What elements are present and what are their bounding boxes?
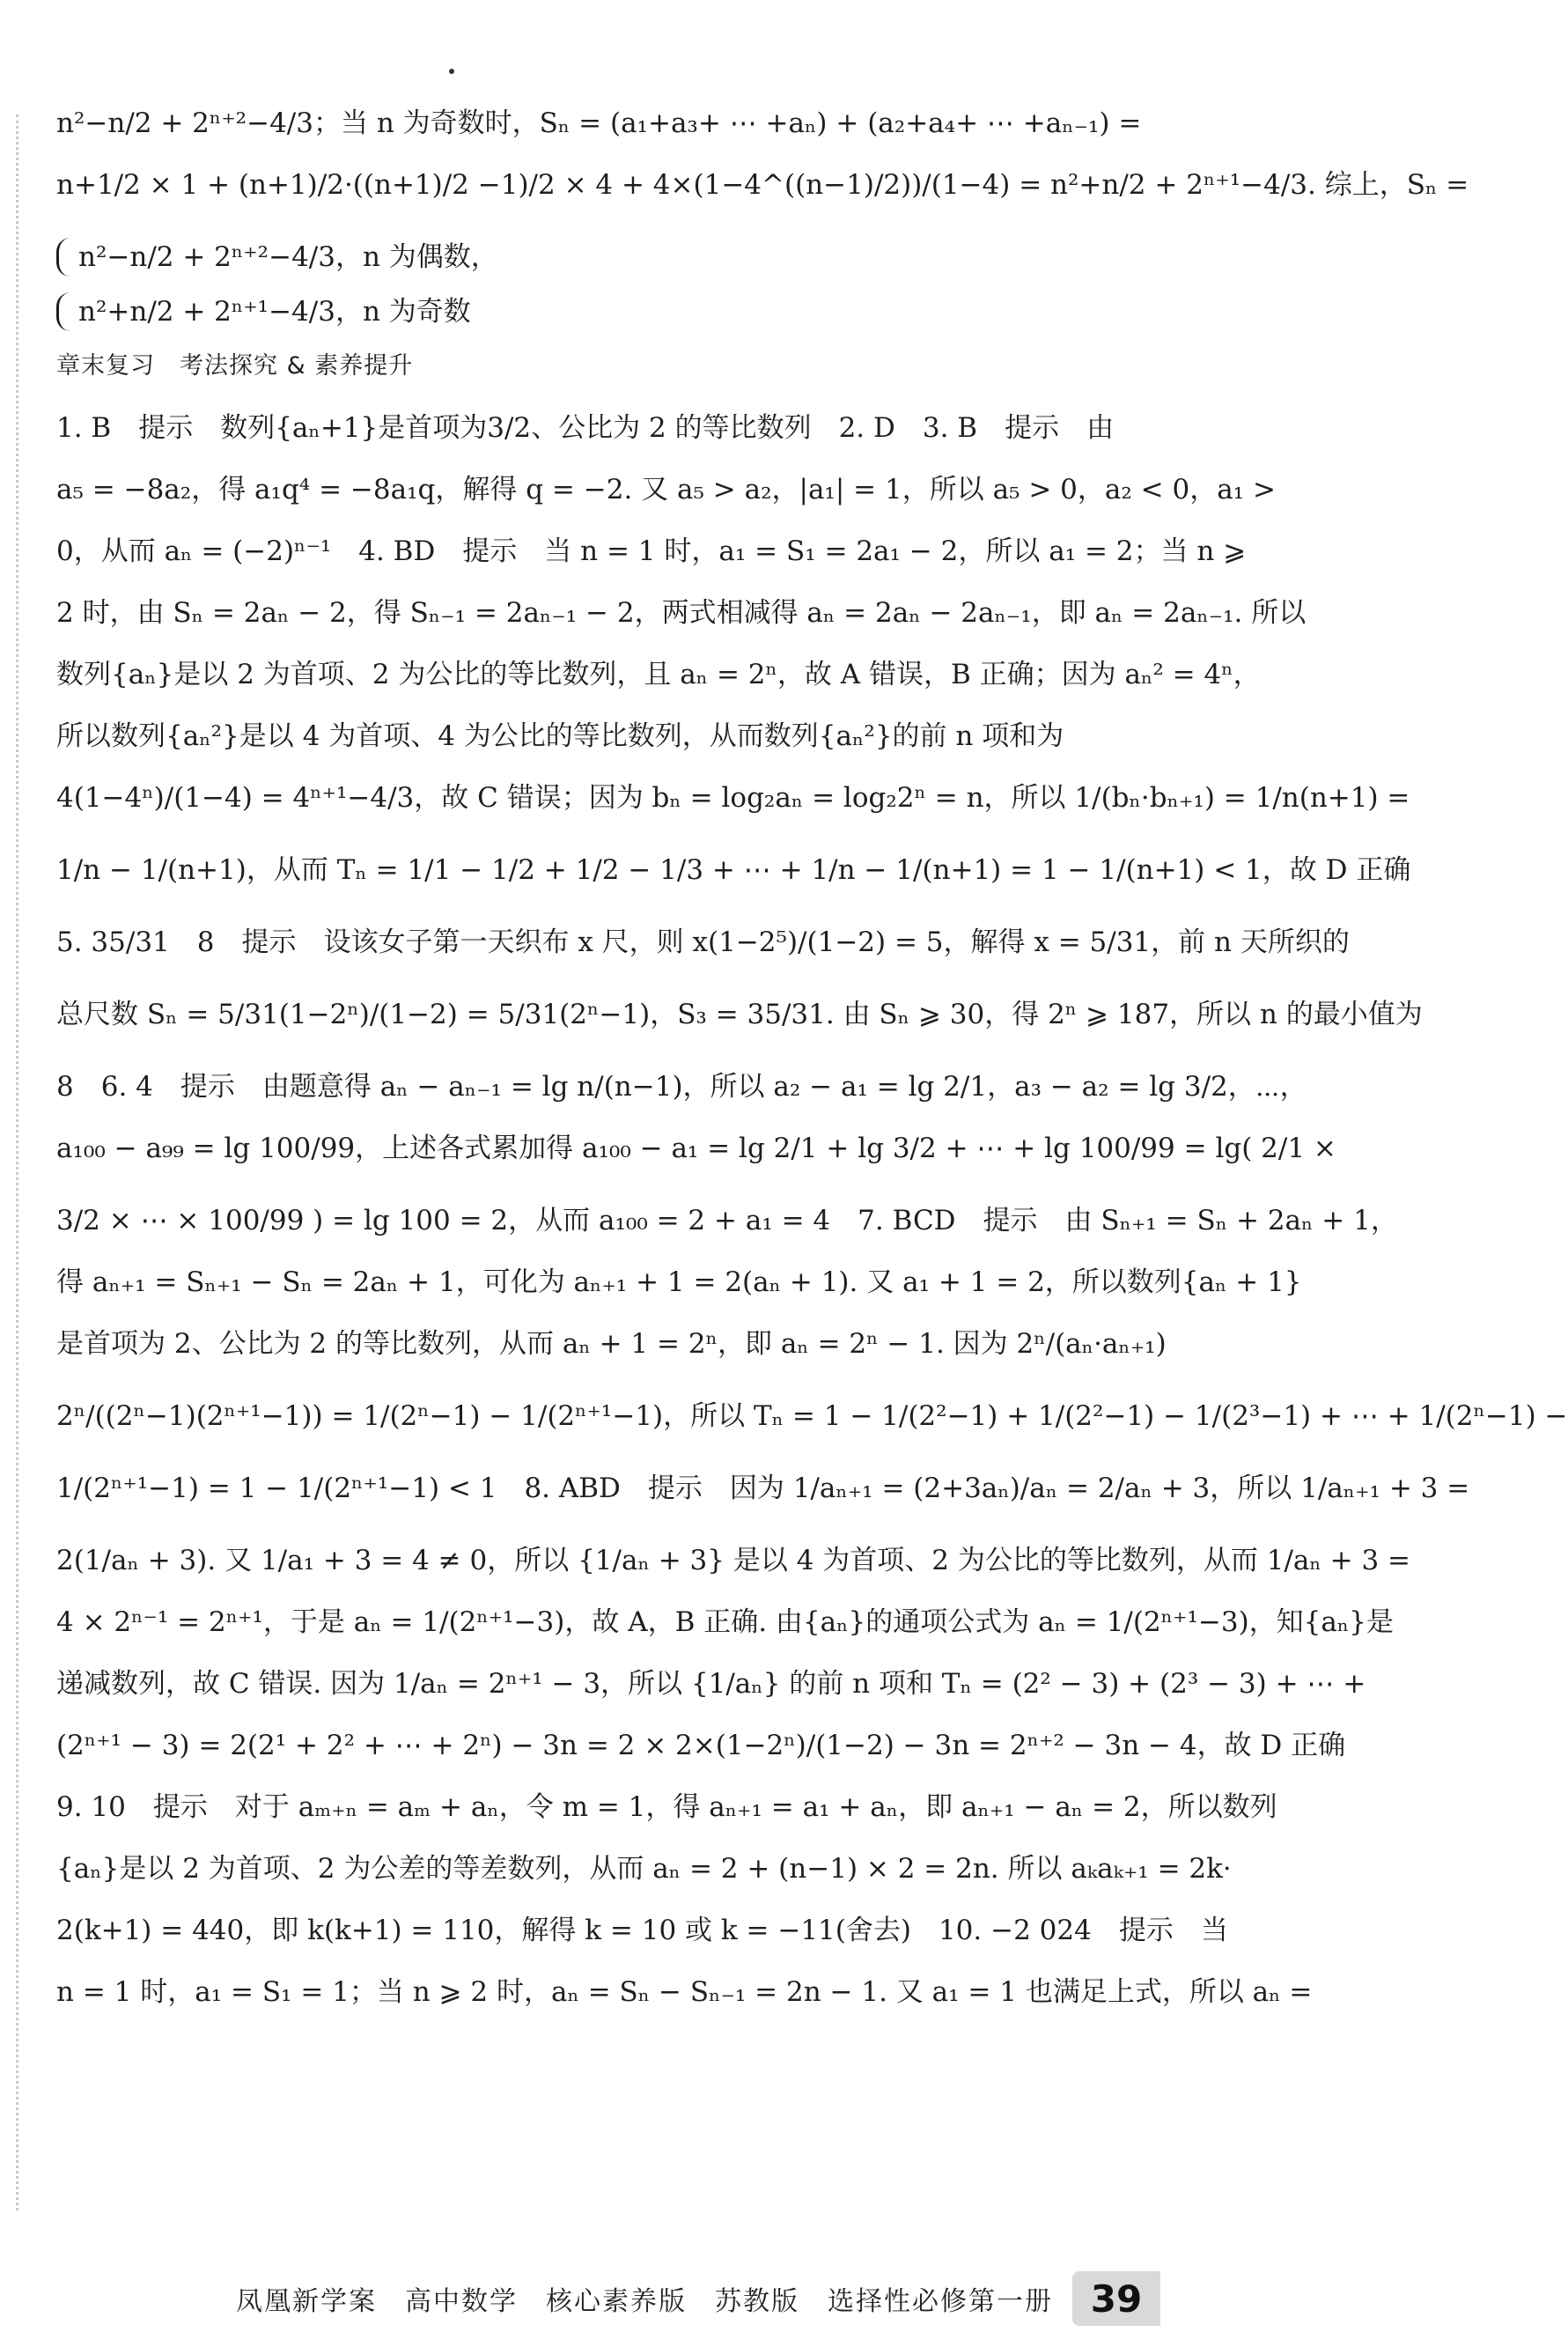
text-line: 0，从而 aₙ = (−2)ⁿ⁻¹ 4. BD 提示 当 n = 1 时，a₁ = S₁ = 2a₁ − 2，所以 a₁ = 2；当 n ⩾ <box>56 535 1247 567</box>
section-heading: 章末复习 考法探究 & 素养提升 <box>56 352 414 380</box>
piecewise-case-even: n²−n/2 + 2ⁿ⁺²−4/3，n 为偶数， <box>56 238 1125 277</box>
text-line: 9. 10 提示 对于 aₘ₊ₙ = aₘ + aₙ，令 m = 1，得 aₙ₊₁ = a₁ + aₙ，即 aₙ₊₁ − aₙ = 2，所以数列 <box>56 1791 1277 1823</box>
text-line: 得 aₙ₊₁ = Sₙ₊₁ − Sₙ = 2aₙ + 1，可化为 aₙ₊₁ + 1 = 2(aₙ + 1). 又 a₁ + 1 = 2，所以数列{aₙ + 1} <box>56 1266 1302 1298</box>
text-line: (2ⁿ⁺¹ − 3) = 2(2¹ + 2² + ⋯ + 2ⁿ) − 3n = 2 × 2×(1−2ⁿ)/(1−2) − 3n = 2ⁿ⁺² − 3n − 4，故 D 正确 <box>56 1730 1346 1761</box>
text-line: 2(k+1) = 440，即 k(k+1) = 110，解得 k = 10 或 k = −11(舍去) 10. −2 024 提示 当 <box>56 1915 1228 1946</box>
text-line: 1. B 提示 数列{aₙ+1}是首项为3/2、公比为 2 的等比数列 2. D 3. B 提示 由 <box>56 412 1115 444</box>
text-line: 2ⁿ/((2ⁿ−1)(2ⁿ⁺¹−1)) = 1/(2ⁿ−1) − 1/(2ⁿ⁺¹−1)，所以 Tₙ = 1 − 1/(2²−1) + 1/(2²−1) − 1/(2³−1) + ⋯ + 1/(2ⁿ−1) − <box>56 1400 1568 1432</box>
text-line: 递减数列，故 C 错误. 因为 1/aₙ = 2ⁿ⁺¹ − 3，所以 {1/aₙ} 的前 n 项和 Tₙ = (2² − 3) + (2³ − 3) + ⋯ + <box>56 1668 1366 1700</box>
text-line: 8 6. 4 提示 由题意得 aₙ − aₙ₋₁ = lg n/(n−1)，所以 a₂ − a₁ = lg 2/1，a₃ − a₂ = lg 3/2，⋯， <box>56 1071 1307 1103</box>
text-line: n+1/2 × 1 + (n+1)/2·((n+1)/2 −1)/2 × 4 + 4×(1−4^((n−1)/2))/(1−4) = n²+n/2 + 2ⁿ⁺¹−4/3. 综上，Sₙ = <box>56 169 1469 201</box>
text-line: 1/(2ⁿ⁺¹−1) = 1 − 1/(2ⁿ⁺¹−1) < 1 8. ABD 提示 因为 1/aₙ₊₁ = (2+3aₙ)/aₙ = 2/aₙ + 3，所以 1/aₙ₊₁ + 3 = <box>56 1472 1470 1504</box>
text-line: 3/2 × ⋯ × 100/99 ) = lg 100 = 2，从而 a₁₀₀ = 2 + a₁ = 4 7. BCD 提示 由 Sₙ₊₁ = Sₙ + 2aₙ + 1， <box>56 1205 1398 1236</box>
answer-text <box>56 104 1568 2034</box>
text-line: n = 1 时，a₁ = S₁ = 1；当 n ⩾ 2 时，aₙ = Sₙ − Sₙ₋₁ = 2n − 1. 又 a₁ = 1 也满足上式，所以 aₙ = <box>56 1976 1313 2008</box>
binding-margin-line <box>16 114 18 2210</box>
text-line: 5. 35/31 8 提示 设该女子第一天织布 x 尺，则 x(1−2⁵)/(1−2) = 5，解得 x = 5/31，前 n 天所织的 <box>56 926 1350 958</box>
piecewise-case-odd: n²+n/2 + 2ⁿ⁺¹−4/3，n 为奇数 <box>56 292 1125 331</box>
text-line: 1/n − 1/(n+1)，从而 Tₙ = 1/1 − 1/2 + 1/2 − 1/3 + ⋯ + 1/n − 1/(n+1) = 1 − 1/(n+1) < 1，故 D 正确 <box>56 854 1411 886</box>
page-number: 39 <box>1072 2271 1160 2326</box>
page-dot <box>449 69 454 74</box>
text-line: 2 时，由 Sₙ = 2aₙ − 2，得 Sₙ₋₁ = 2aₙ₋₁ − 2，两式相减得 aₙ = 2aₙ − 2aₙ₋₁，即 aₙ = 2aₙ₋₁. 所以 <box>56 597 1307 629</box>
text-line: 4 × 2ⁿ⁻¹ = 2ⁿ⁺¹，于是 aₙ = 1/(2ⁿ⁺¹−3)，故 A，B 正确. 由{aₙ}的通项公式为 aₙ = 1/(2ⁿ⁺¹−3)，知{aₙ}是 <box>56 1606 1395 1638</box>
text-line: 是首项为 2、公比为 2 的等比数列，从而 aₙ + 1 = 2ⁿ，即 aₙ = 2ⁿ − 1. 因为 2ⁿ/(aₙ·aₙ₊₁) <box>56 1328 1167 1360</box>
text-line: 数列{aₙ}是以 2 为首项、2 为公比的等比数列，且 aₙ = 2ⁿ，故 A 错误，B 正确；因为 aₙ² = 4ⁿ， <box>56 659 1261 690</box>
text-line: 4(1−4ⁿ)/(1−4) = 4ⁿ⁺¹−4/3，故 C 错误；因为 bₙ = log₂aₙ = log₂2ⁿ = n，所以 1/(bₙ·bₙ₊₁) = 1/n(n+1) = <box>56 782 1410 814</box>
page-footer <box>0 2272 1160 2325</box>
text-line: {aₙ}是以 2 为首项、2 为公差的等差数列，从而 aₙ = 2 + (n−1) × 2 = 2n. 所以 aₖaₖ₊₁ = 2k· <box>56 1853 1232 1885</box>
text-line: n²−n/2 + 2ⁿ⁺²−4/3；当 n 为奇数时，Sₙ = (a₁+a₃+ ⋯ +aₙ) + (a₂+a₄+ ⋯ +aₙ₋₁) = <box>56 107 1142 139</box>
text-line: 所以数列{aₙ²}是以 4 为首项、4 为公比的等比数列，从而数列{aₙ²}的前 n 项和为 <box>56 720 1064 752</box>
text-line: 总尺数 Sₙ = 5/31(1−2ⁿ)/(1−2) = 5/31(2ⁿ−1)，S₃ = 35/31. 由 Sₙ ⩾ 30，得 2ⁿ ⩾ 187，所以 n 的最小值为 <box>56 999 1423 1030</box>
text-line: a₁₀₀ − a₉₉ = lg 100/99，上述各式累加得 a₁₀₀ − a₁ = lg 2/1 + lg 3/2 + ⋯ + lg 100/99 = lg( 2/1 × <box>56 1133 1336 1164</box>
book-title: 凤凰新学案 高中数学 核心素养版 苏教版 选择性必修第一册 <box>236 2286 1053 2317</box>
text-line: 2(1/aₙ + 3). 又 1/a₁ + 3 = 4 ≠ 0，所以 {1/aₙ + 3} 是以 4 为首项、2 为公比的等比数列，从而 1/aₙ + 3 = <box>56 1545 1411 1576</box>
text-line: a₅ = −8a₂，得 a₁q⁴ = −8a₁q，解得 q = −2. 又 a₅ > a₂，|a₁| = 1，所以 a₅ > 0，a₂ < 0，a₁ > <box>56 474 1276 506</box>
